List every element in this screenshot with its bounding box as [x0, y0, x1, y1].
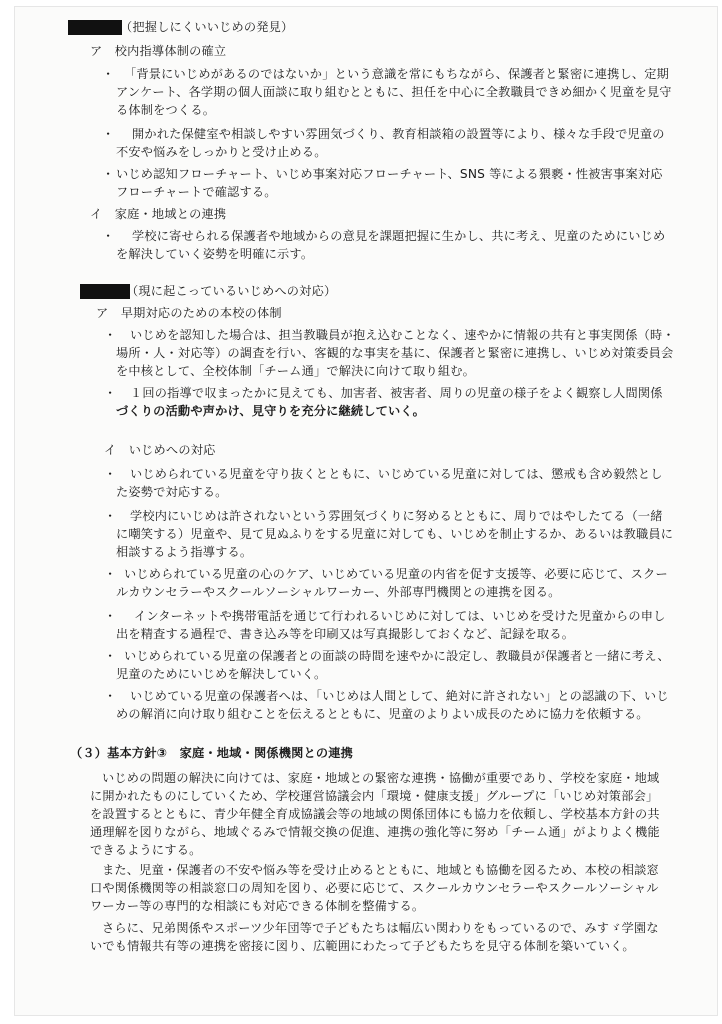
paragraph-line: 「背景にいじめがあるのではないか」という意識を常にもちながら、保護者と緊密に連携し、定期: [124, 67, 670, 81]
paragraph-line: る体制をつくる。: [116, 103, 216, 117]
paragraph-line: めの解消に向け取り組むことを伝えるとともに、児童のよりよい成長のために協力を依頼する。: [116, 707, 649, 721]
bullet-mark: ・: [102, 127, 115, 141]
subsection-title: イ 家庭・地域との連携: [90, 207, 227, 221]
section-heading: （現に起こっているいじめへの対応）: [126, 284, 337, 298]
subsection-title: ア 校内指導体制の確立: [90, 44, 227, 58]
section-heading: （３）基本方針③ 家庭・地域・関係機関との連携: [70, 746, 354, 760]
paragraph-line: 開かれた保健室や相談しやすい雰囲気づくり、教育相談箱の設置等により、様々な手段で児童の: [132, 127, 665, 141]
paragraph-line: 不安や悩みをしっかりと受け止める。: [116, 145, 327, 159]
paragraph-line: いじめの問題の解決に向けては、家庭・地域との緊密な連携・協働が重要であり、学校を家庭・地域: [102, 771, 660, 785]
bullet-mark: ・: [104, 649, 117, 663]
bullet-mark: ・: [104, 509, 117, 523]
paragraph-line: いじめられている児童の保護者との面談の時間を速やかに設定し、教職員が保護者と一緒に考え、: [124, 649, 670, 663]
paragraph-line: 児童のためにいじめを解決していく。: [116, 667, 327, 681]
paragraph-line: 場所・人・対応等）の調査を行い、客観的な事実を基に、保護者と緊密に連携し、いじめ対策委員会: [116, 346, 674, 360]
bullet-mark: ・: [104, 567, 117, 581]
paragraph-line: 口や関係機関等の相談窓口の周知を図り、必要に応じて、スクールカウンセラーやスクールソーシャル: [90, 881, 659, 895]
paragraph-line: いじめ認知フローチャート、いじめ事案対応フローチャート、SNS 等による猥褻・性被害事案対応: [116, 167, 663, 181]
bullet-mark: ・: [102, 229, 115, 243]
paragraph-line: づくりの活動や声かけ、見守りを充分に継続していく。: [116, 404, 425, 418]
paragraph-line: １回の指導で収まったかに見えても、加害者、被害者、周りの児童の様子をよく観察し人間関係: [130, 386, 663, 400]
paragraph-line: 学校に寄せられる保護者や地域からの意見を課題把握に生かし、共に考え、児童のためにいじめ: [132, 229, 666, 243]
paragraph-line: 通理解を図りながら、地域ぐるみで情報交換の促進、連携の強化等に努め「チーム通」がよりよく機能: [90, 825, 660, 839]
paragraph-line: さらに、兄弟関係やスポーツ少年団等で子どもたちは幅広い関わりをもっているので、みすゞ学園な: [102, 921, 659, 935]
bullet-mark: ・: [104, 467, 117, 481]
bullet-mark: ・: [102, 167, 115, 181]
paragraph-line: 学校内にいじめは許されないという雰囲気づくりに努めるとともに、周りではやしたてる（一緒: [130, 509, 663, 523]
paragraph-line: に嘲笑する）児童や、見て見ぬふりをする児童に対しても、いじめを制止するか、あるいは教職員に: [116, 527, 674, 541]
subsection-title: ア 早期対応のための本校の体制: [96, 306, 282, 320]
bullet-mark: ・: [104, 609, 117, 623]
paragraph-line: 出を精査する過程で、書き込み等を印刷又は写真撮影しておくなど、記録を取る。: [116, 627, 575, 641]
redacted-label: [68, 20, 122, 35]
bullet-mark: ・: [104, 689, 117, 703]
paragraph-line: いでも情報共有等の連携を密接に図り、広範囲にわたって子どもたちを見守る体制を築いていく。: [90, 939, 635, 953]
paragraph-line: また、児童・保護者の不安や悩み等を受け止めるとともに、地域とも協働を図るため、本校の相談窓: [102, 863, 659, 877]
paragraph-line: いじめている児童の保護者へは、「いじめは人間として、絶対に許されない」との認識の下、いじ: [130, 689, 669, 703]
paragraph-line: た姿勢で対応する。: [116, 485, 228, 499]
paragraph-line: いじめられている児童の心のケア、いじめている児童の内省を促す支援等、必要に応じて、スクー: [124, 567, 668, 581]
subsection-title: イ いじめへの対応: [104, 443, 216, 457]
paragraph-line: を中核として、全校体制「チーム通」で解決に向けて取り組む。: [116, 364, 475, 378]
paragraph-line: ルカウンセラーやスクールソーシャルワーカー、外部専門機関との連携を図る。: [116, 585, 561, 599]
paragraph-line: できるようにする。: [90, 843, 202, 857]
paragraph-line: 相談するよう指導する。: [116, 545, 253, 559]
paragraph-line: ワーカー等の専門的な相談にも対応できる体制を整備する。: [90, 899, 425, 913]
bullet-mark: ・: [102, 67, 115, 81]
bullet-mark: ・: [104, 328, 117, 342]
paragraph-line: インターネットや携帯電話を通じて行われるいじめに対しては、いじめを受けた児童からの申し: [134, 609, 666, 623]
paragraph-line: を解決していく姿勢を明確に示す。: [116, 247, 314, 261]
bullet-mark: ・: [104, 386, 117, 400]
paragraph-line: フローチャートで確認する。: [116, 185, 277, 199]
paragraph-line: に開かれたものにしていくため、学校運営協議会内「環境・健康支援」グループに「いじめ対策部会」: [90, 789, 659, 803]
paragraph-line: いじめられている児童を守り抜くとともに、いじめている児童に対しては、懲戒も含め毅然とし: [130, 467, 663, 481]
redacted-label: [80, 284, 130, 299]
paragraph-line: いじめを認知した場合は、担当教職員が抱え込むことなく、速やかに情報の共有と事実関係（時・: [130, 328, 675, 342]
paragraph-line: を設置するとともに、青少年健全育成協議会等の地域の関係団体にも協力を依頼し、学校基本方針の共: [90, 807, 660, 821]
paragraph-line: アンケート、各学期の個人面談に取り組むとともに、担任を中心に全教職員できめ細かく児童を見守: [116, 85, 672, 99]
section-heading: （把握しにくいいじめの発見）: [120, 20, 294, 34]
